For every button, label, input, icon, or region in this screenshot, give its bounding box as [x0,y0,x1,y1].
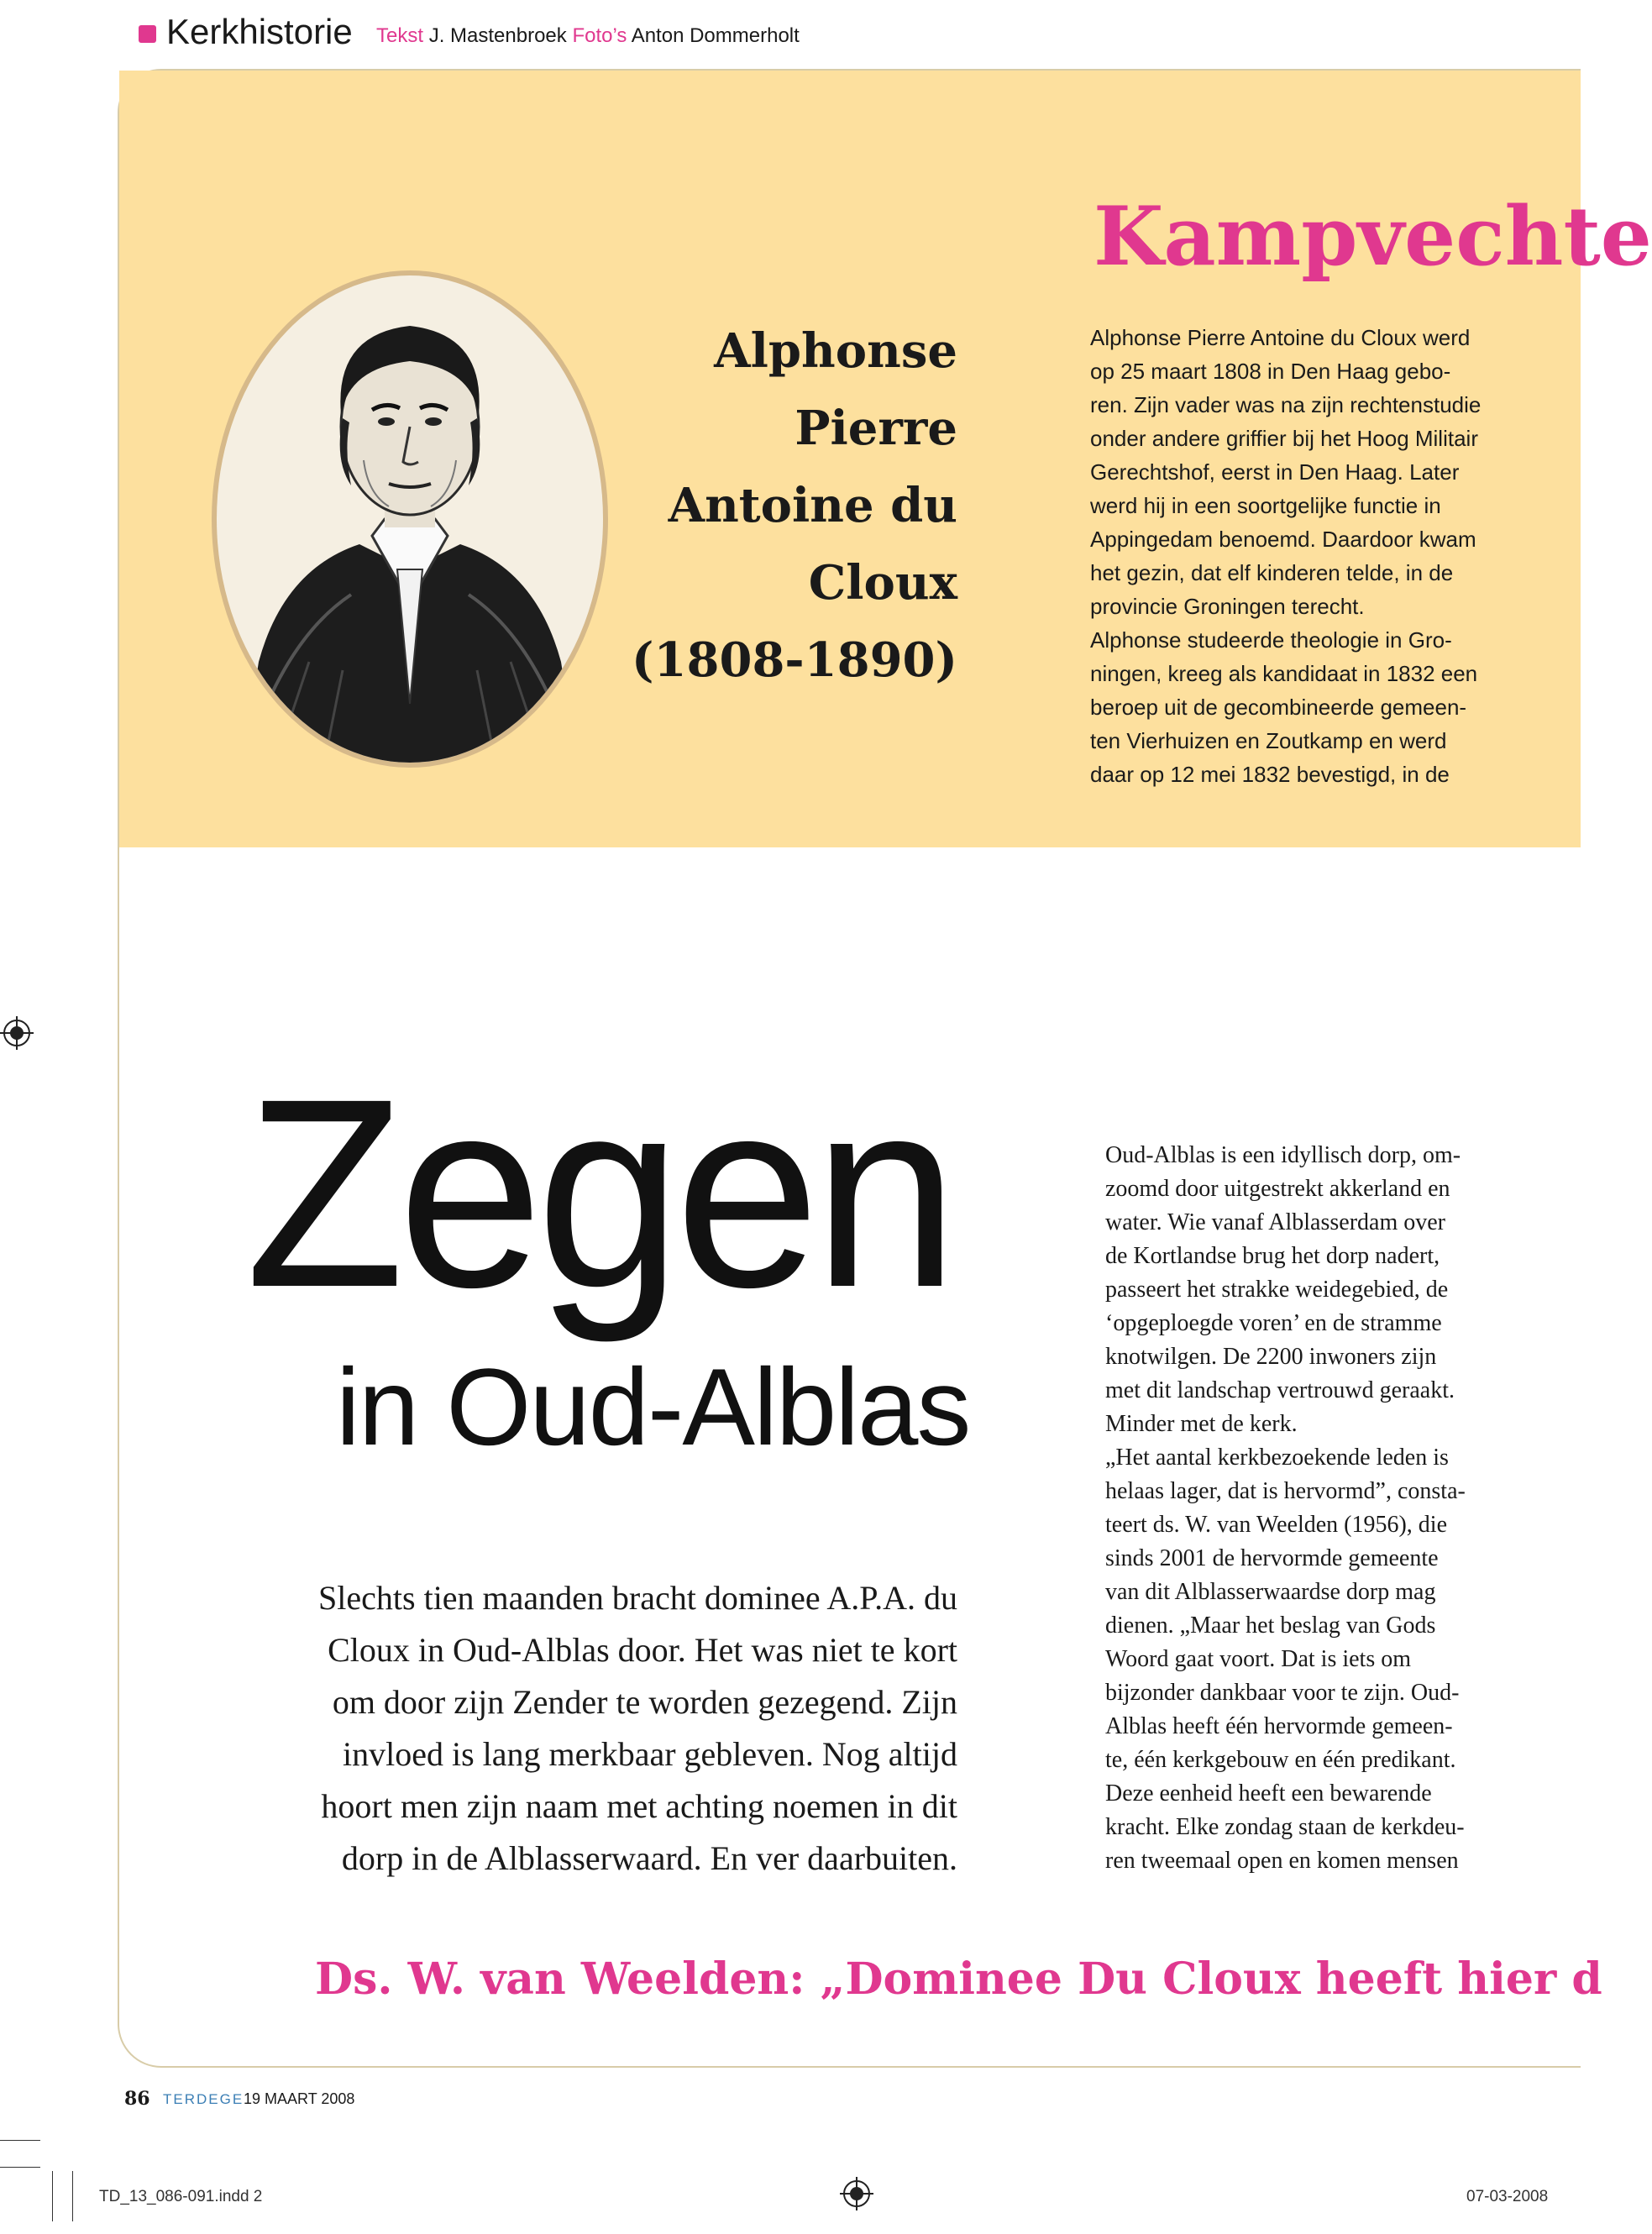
issue-date: 19 MAART 2008 [244,2090,355,2107]
body-line: van dit Alblasserwaardse dorp mag [1105,1579,1436,1605]
body-line: helaas lager, dat is hervormd”, consta- [1105,1478,1466,1504]
info-box-heading: Kampvechte [1093,189,1652,284]
bio-line: Alphonse Pierre Antoine du Cloux werd [1090,325,1471,350]
slug-date: 07-03-2008 [1466,2188,1549,2205]
body-line: dienen. „Maar het beslag van Gods [1105,1613,1436,1639]
name-line: Antoine du [668,478,957,533]
bio-line: Appingedam benoemd. Daardoor kwam [1090,527,1476,552]
body-line: Deze eenheid heeft een bewarende [1105,1780,1432,1807]
section-marker [139,25,156,43]
intro-line: Cloux in Oud-Alblas door. Het was niet te kort [328,1631,957,1669]
crop-mark [0,2167,40,2168]
name-line: Alphonse [714,323,957,379]
bio-line: Alphonse studeerde theologie in Gro- [1090,627,1452,653]
bio-line: werd hij in een soortgelijke functie in [1090,493,1441,518]
intro-line: Slechts tien maanden bracht dominee A.P.A. du [318,1579,957,1617]
credit-photo-name: Anton Dommerholt [631,24,800,47]
name-line: Cloux [808,555,957,611]
bio-line: het gezin, dat elf kinderen telde, in de [1090,560,1454,585]
magazine-name: TERDEGE [163,2091,244,2107]
body-line: „Het aantal kerkbezoekende leden is [1105,1445,1449,1471]
portrait-name [580,312,957,699]
body-line: Alblas heeft één hervormde gemeen- [1105,1713,1453,1739]
name-line: Pierre [795,401,957,456]
body-line: kracht. Elke zondag staan de kerkdeu- [1105,1814,1465,1840]
article-subtitle: in Oud-Alblas [336,1345,970,1468]
section-label: Kerkhistorie [166,12,353,51]
pull-quote: Ds. W. van Weelden: „Dominee Du Cloux heeft hier d [315,1953,1602,2005]
body-line: passeert het strakke weidegebied, de [1105,1277,1449,1303]
body-line: bijzonder dankbaar voor te zijn. Oud- [1105,1680,1460,1706]
bio-line: onder andere griffier bij het Hoog Militair [1090,426,1478,451]
bio-line: beroep uit de gecombineerde gemeen- [1090,695,1467,720]
intro-line: om door zijn Zender te worden gezegend. Zijn [332,1683,957,1721]
body-line: knotwilgen. De 2200 inwoners zijn [1105,1344,1437,1370]
body-line: de Kortlandse brug het dorp nadert, [1105,1243,1440,1269]
article-title: Zegen [245,1042,952,1343]
body-line: Woord gaat voort. Dat is iets om [1105,1646,1412,1672]
page-number: 86 [124,2088,150,2110]
body-line: ren tweemaal open en komen mensen [1105,1848,1459,1874]
body-line: te, één kerkgebouw en één predikant. [1105,1747,1456,1773]
body-line: teert ds. W. van Weelden (1956), die [1105,1512,1448,1538]
body-line: water. Wie vanaf Alblasserdam over [1105,1209,1445,1235]
crop-mark [72,2171,73,2221]
bio-line: provincie Groningen terecht. [1090,594,1365,619]
credit-text-name: J. Mastenbroek [428,24,567,47]
body-line: Minder met de kerk. [1105,1411,1298,1437]
crop-mark [52,2171,53,2221]
body-line: ‘opgeploegde voren’ en de stramme [1105,1310,1442,1336]
portrait-image [208,267,611,771]
intro-line: invloed is lang merkbaar gebleven. Nog altijd [342,1735,957,1773]
crop-mark [0,2140,40,2141]
bio-line: op 25 maart 1808 in Den Haag gebo- [1090,359,1451,384]
bio-line: daar op 12 mei 1832 bevestigd, in de [1090,762,1450,787]
bio-line: ningen, kreeg als kandidaat in 1832 een [1090,661,1478,686]
intro-line: hoort men zijn naam met achting noemen in dit [321,1787,957,1825]
body-line: zoomd door uitgestrekt akkerland en [1105,1176,1450,1202]
name-line: (1808-1890) [632,632,957,688]
slug-filename: TD_13_086-091.indd 2 [99,2188,263,2205]
article-intro [244,1572,957,1885]
credit-text-label: Tekst [376,24,424,47]
body-line: Oud-Alblas is een idyllisch dorp, om- [1105,1142,1461,1168]
credits [376,24,800,49]
article-body [1105,1139,1542,1878]
bio-text [1090,321,1527,791]
bio-line: ren. Zijn vader was na zijn rechtenstudie [1090,392,1482,417]
intro-line: dorp in de Alblasserwaard. En ver daarbuiten. [341,1839,957,1877]
bio-line: Gerechtshof, eerst in Den Haag. Later [1090,459,1460,485]
registration-mark-icon [840,2177,873,2210]
registration-mark-icon [0,1016,34,1050]
body-line: sinds 2001 de hervormde gemeente [1105,1545,1439,1571]
bio-line: ten Vierhuizen en Zoutkamp en werd [1090,728,1447,753]
body-line: met dit landschap vertrouwd geraakt. [1105,1377,1455,1403]
credit-photo-label: Foto’s [572,24,627,47]
